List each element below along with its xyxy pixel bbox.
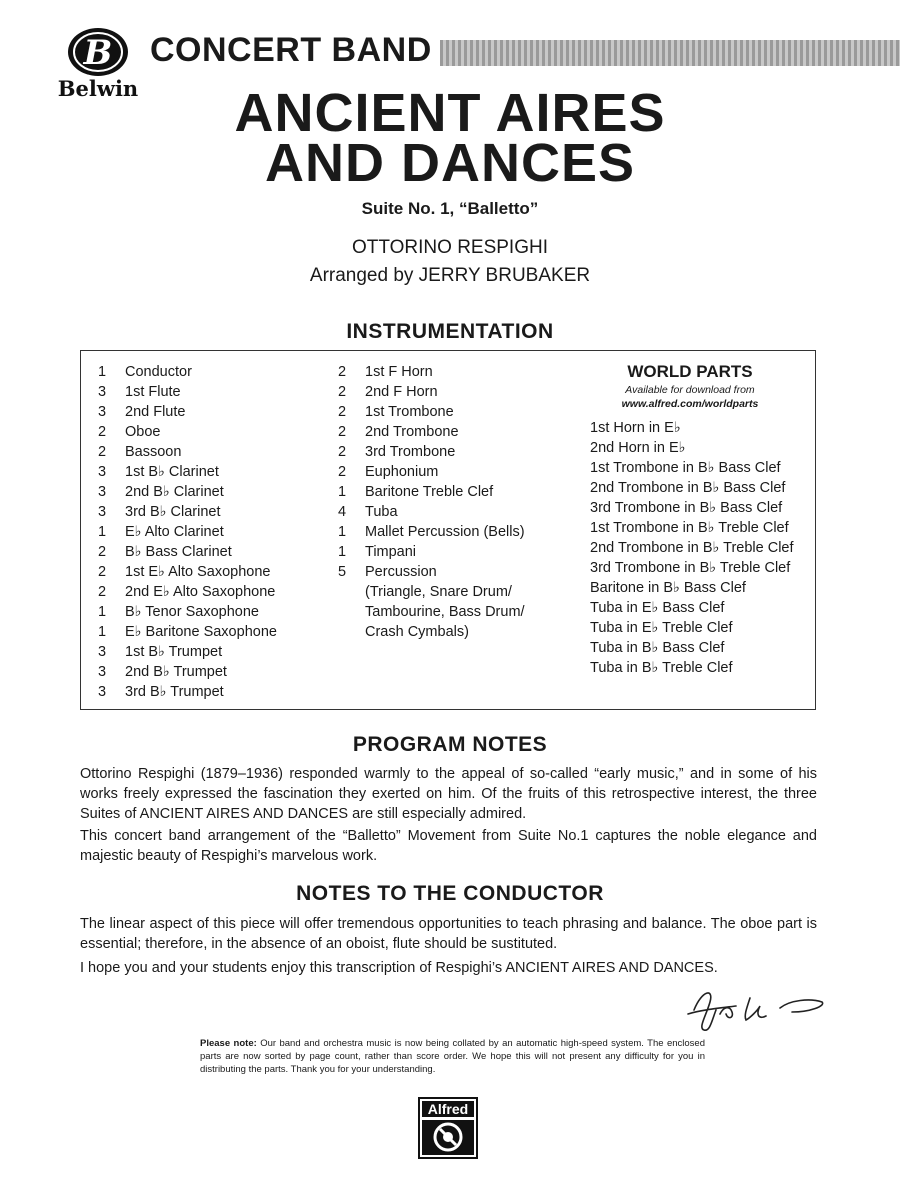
instrument-quantity: 2 [98,424,107,440]
program-notes-paragraph-2: This concert band arrangement of the “Balletto” Movement from Suite No.1 captures the noble elegance and majestic beauty of Respighi’s marvelous work. [80,828,817,864]
header-stripe [440,40,900,66]
instrument-name: Mallet Percussion (Bells) [365,524,525,540]
instrument-quantity: 1 [98,364,107,380]
instrument-name: 1st B♭ Trumpet [125,644,223,660]
instrument-name: Euphonium [365,464,439,480]
instrument-quantity: 3 [98,464,107,480]
conductor-notes-heading: NOTES TO THE CONDUCTOR [296,882,604,905]
world-part-item: 2nd Horn in E♭ [590,440,686,456]
instrument-name: 3rd B♭ Clarinet [125,504,221,520]
instrument-quantity: 2 [338,364,347,380]
instrument-name: 2nd E♭ Alto Saxophone [125,584,276,600]
conductor-notes-paragraph-2: I hope you and your students enjoy this transcription of Respighi’s ANCIENT AIRES AND DANCES. [80,960,718,976]
subtitle: Suite No. 1, “Balletto” [361,199,539,218]
world-part-item: 1st Trombone in B♭ Treble Clef [590,520,789,536]
instrument-quantity: 3 [98,664,107,680]
instrument-name: Crash Cymbals) [365,624,469,640]
instrument-quantity: 1 [338,484,347,500]
world-part-item: 3rd Trombone in B♭ Treble Clef [590,560,791,576]
instrument-quantity: 3 [98,384,107,400]
instrument-name: Oboe [125,424,161,440]
instrument-name: Bassoon [125,444,182,460]
please-note-label: Please note: [200,1038,257,1049]
world-part-item: Tuba in B♭ Treble Clef [590,660,733,676]
instrument-quantity: 1 [338,524,347,540]
instrument-quantity: 3 [98,504,107,520]
instrument-quantity: 1 [338,544,347,560]
instrument-name: 2nd B♭ Trumpet [125,664,227,680]
instrument-name: Tuba [365,504,398,520]
world-parts-column [590,361,810,678]
world-part-item: 3rd Trombone in B♭ Bass Clef [590,500,783,516]
instrument-quantity: 3 [98,684,107,700]
world-parts-title: WORLD PARTS [627,362,753,381]
instrument-name: E♭ Alto Clarinet [125,524,224,540]
instrument-name: Timpani [365,544,417,560]
world-part-item: Tuba in B♭ Bass Clef [590,640,725,656]
world-part-item: 2nd Trombone in B♭ Bass Clef [590,480,786,496]
instrument-name: Tambourine, Bass Drum/ [365,604,525,620]
please-note-text: Our band and orchestra music is now being collated by an automatic high-speed system. The enclosed parts are now sorted by page count, rather than score order. We hope this will not present any difficulty for you in distributing the parts. Thank you for your understanding. [200,1038,705,1075]
instrument-name: 2nd B♭ Clarinet [125,484,224,500]
instrument-quantity: 1 [98,524,107,540]
world-part-item: Tuba in E♭ Bass Clef [590,600,725,616]
instrument-quantity: 2 [98,564,107,580]
arranger: Arranged by JERRY BRUBAKER [309,265,591,286]
program-notes-heading: PROGRAM NOTES [352,733,548,756]
instrument-name: 1st B♭ Clarinet [125,464,219,480]
alfred-logo [418,1097,478,1159]
instrument-quantity: 5 [338,564,347,580]
instrument-name: Conductor [125,364,192,380]
instrument-quantity: 3 [98,644,107,660]
program-notes-paragraph-1: Ottorino Respighi (1879–1936) responded warmly to the appeal of so-called “early music,” and in some of his works freely expressed the fascination they exerted on him. Of the fruits of this retrospective interest, the three Suites of ANCIENT AIRES AND DANCES are still especially admired. [80,766,817,822]
instrument-quantity: 2 [338,404,347,420]
world-parts-list [590,418,810,678]
instrument-name: (Triangle, Snare Drum/ [365,584,512,600]
instrument-name: 1st Trombone [365,404,454,420]
instrument-quantity: 3 [98,404,107,420]
instrument-name: 2nd Trombone [365,424,459,440]
world-part-item: Tuba in E♭ Treble Clef [590,620,733,636]
instrument-quantity: 2 [338,464,347,480]
world-parts-available: Available for download from [625,384,755,396]
instrumentation-box [80,350,816,710]
instrument-name: B♭ Tenor Saxophone [125,604,259,620]
svg-text:B: B [83,33,113,73]
world-parts-url[interactable]: www.alfred.com/worldparts [621,398,759,410]
instrument-name: 3rd B♭ Trumpet [125,684,224,700]
instrument-name: B♭ Bass Clarinet [125,544,232,560]
instrument-quantity: 1 [98,624,107,640]
instrument-quantity: 2 [98,544,107,560]
instrument-name: 1st F Horn [365,364,433,380]
instrument-quantity: 2 [98,444,107,460]
instrument-name: 1st Flute [125,384,181,400]
arranger-signature [680,980,830,1035]
world-part-item: 1st Trombone in B♭ Bass Clef [590,460,781,476]
instrument-quantity: 3 [98,484,107,500]
world-part-item: 2nd Trombone in B♭ Treble Clef [590,540,794,556]
instrument-name: 2nd F Horn [365,384,438,400]
title-line-1: ANCIENT AIRES [234,83,666,143]
instrument-quantity: 2 [338,424,347,440]
instrument-quantity: 2 [338,384,347,400]
instrument-quantity: 4 [338,504,347,520]
instrument-name: 3rd Trombone [365,444,456,460]
instrument-quantity: 2 [98,584,107,600]
instrument-name: E♭ Baritone Saxophone [125,624,277,640]
world-part-item: 1st Horn in E♭ [590,420,681,436]
composer: OTTORINO RESPIGHI [351,237,548,258]
series-label: CONCERT BAND [150,31,432,69]
alfred-logo-text: Alfred [427,1101,469,1117]
please-note [200,1037,705,1076]
instrumentation-heading: INSTRUMENTATION [346,320,554,343]
title-line-2: AND DANCES [264,133,636,193]
instrument-quantity: 2 [338,444,347,460]
instrument-quantity: 1 [98,604,107,620]
world-part-item: Baritone in B♭ Bass Clef [590,580,746,596]
conductor-notes-paragraph-1: The linear aspect of this piece will offer tremendous opportunities to teach phrasing and balance. The oboe part is essential; therefore, in the absence of an oboist, flute should be sustituted. [80,916,817,952]
instrument-name: Percussion [365,564,437,580]
instrument-name: 1st E♭ Alto Saxophone [125,564,271,580]
instrument-name: Baritone Treble Clef [365,484,494,500]
instrument-name: 2nd Flute [125,404,186,420]
belwin-logo-text: Belwin [57,76,139,101]
